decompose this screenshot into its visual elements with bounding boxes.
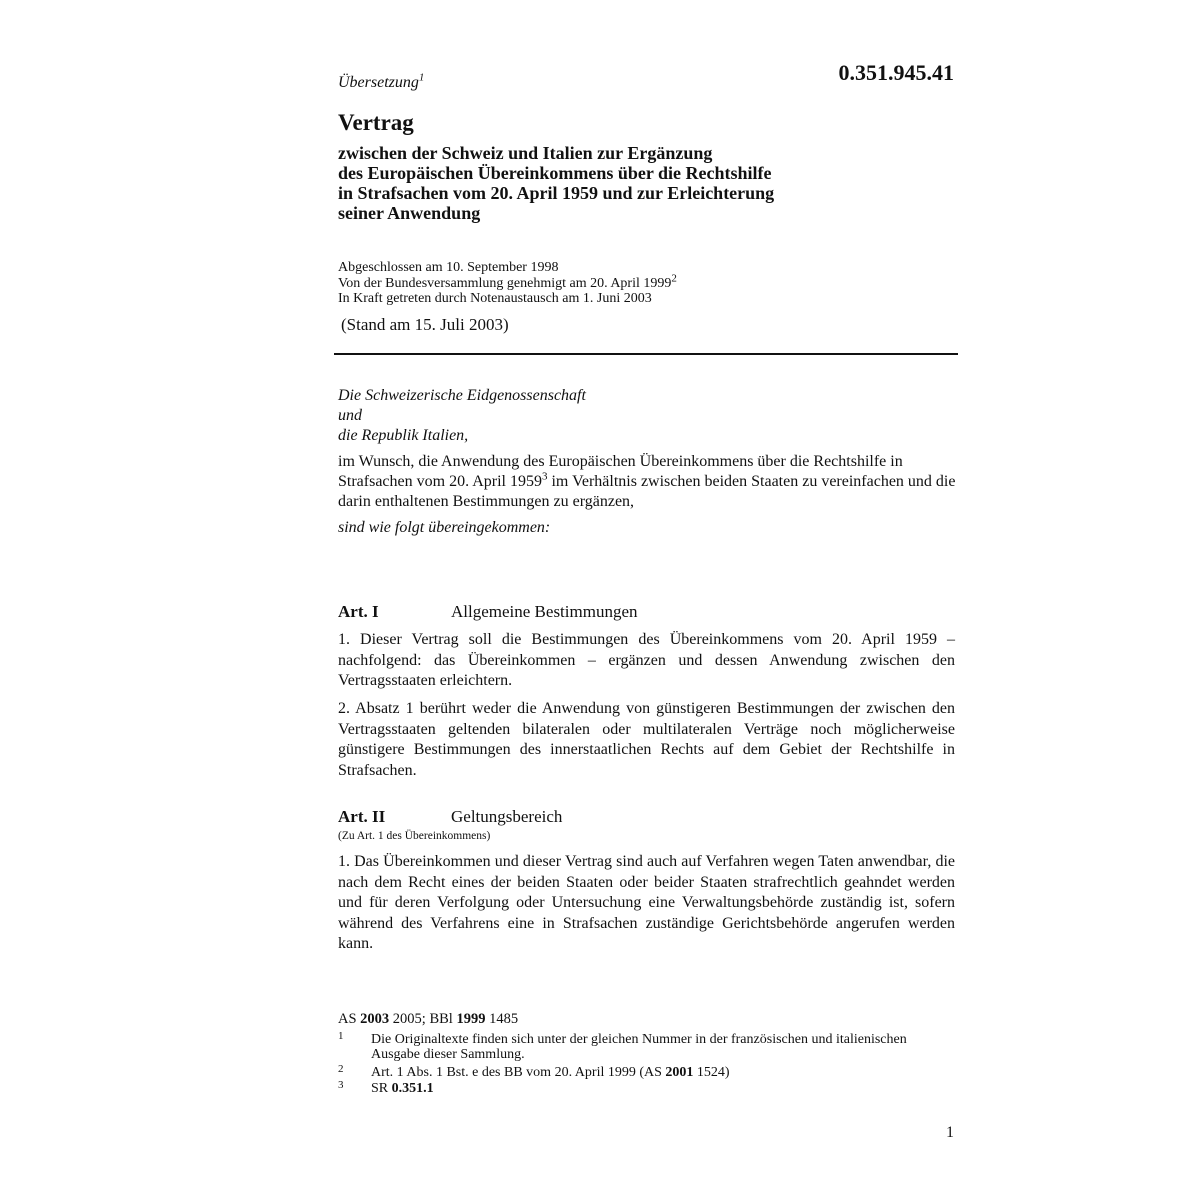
meta-block [338, 260, 677, 307]
agreement-clause: sind wie folgt übereingekommen: [338, 519, 551, 536]
party-switzerland: Die Schweizerische Eidgenossenschaft [338, 387, 586, 404]
subtitle-line: des Europäischen Übereinkommens über die Rechtshilfe [338, 163, 772, 183]
document-subtitle [338, 143, 858, 223]
concluded-date: Abgeschlossen am 10. September 1998 [338, 260, 559, 275]
article-1-paragraph-1: 1. Dieser Vertrag soll die Bestimmungen des Übereinkommens vom 20. April 1959 – nachfolgend: das Übereinkommen – ergänzen und dessen Anwendung zwischen den Vertragsstaaten erleichtern. [338, 631, 955, 689]
article-title: Geltungsbereich [451, 807, 563, 826]
article-1-heading [338, 602, 638, 622]
approval-date: Von der Bundesversammlung genehmigt am 20. April 1999$^2$ [338, 271, 677, 291]
page-number: 1 [946, 1124, 954, 1141]
footnote-number: 2 [338, 1063, 344, 1075]
article-2-reference: (Zu Art. 1 des Übereinkommens) [338, 830, 491, 842]
footnote-ref-2[interactable]: 2 [671, 271, 677, 284]
footnote-number: 3 [338, 1079, 344, 1091]
article-2-paragraph-1: 1. Das Übereinkommen und dieser Vertrag sind auch auf Verfahren wegen Taten anwendbar, die nach dem Recht eines der beiden Staaten oder beider Staaten strafrechtlich geahndet werden und für deren Verfolgung oder Untersuchung eine Verwaltungsbehörde zuständig ist, sofern während des Verfahrens eine in Strafsachen zuständige Gerichtsbehörde angerufen werden kann. [338, 853, 955, 952]
subtitle-line: seiner Anwendung [338, 203, 481, 223]
official-source-reference: AS 2003 2005; BBl 1999 1485 [338, 1011, 519, 1027]
sr-number: 0.351.945.41 [838, 60, 954, 85]
footnote-ref-1[interactable]: 1 [418, 71, 425, 84]
party-italy: die Republik Italien, [338, 427, 469, 444]
article-title: Allgemeine Bestimmungen [451, 602, 638, 621]
article-number: Art. II [338, 807, 386, 826]
article-1-paragraph-2: 2. Absatz 1 berührt weder die Anwendung von günstigeren Bestimmungen der zwischen den Vertragsstaaten geltenden bilateralen oder multilateralen Verträge noch möglicherweise günstigere Bestimmungen des innerstaatlichen Rechts auf dem Gebiet der Rechtshilfe in Strafsachen. [338, 700, 955, 779]
status-date: (Stand am 15. Juli 2003) [341, 315, 509, 334]
header-divider [334, 353, 958, 355]
subtitle-line: in Strafsachen vom 20. April 1959 und zur Erleichterung [338, 183, 775, 203]
preamble-text: im Wunsch, die Anwendung des Europäischen Übereinkommens über die Rechtshilfe in Strafsachen vom 20. April 1959$^3$ im Verhältnis zwischen beiden Staaten zu vereinfachen und die darin enthaltenen Bestimmungen zu ergänzen, [338, 453, 956, 510]
party-conjunction: und [338, 407, 362, 424]
translation-label: Übersetzung$^1$ [338, 71, 425, 91]
footnote-ref-3[interactable]: 3 [541, 470, 548, 483]
footnote-text: Art. 1 Abs. 1 Bst. e des BB vom 20. April 1999 (AS 2001 1524) [371, 1065, 730, 1080]
document-title: Vertrag [338, 110, 414, 135]
footnote-number: 1 [338, 1030, 344, 1042]
contracting-parties [338, 386, 586, 446]
article-2-heading [338, 807, 562, 827]
footnote-3 [338, 1081, 938, 1097]
subtitle-line: zwischen der Schweiz und Italien zur Ergänzung [338, 143, 713, 163]
footnote-1 [338, 1032, 938, 1064]
footnote-text: Die Originaltexte finden sich unter der gleichen Nummer in der französischen und italienischen Ausgabe dieser Sammlung. [371, 1032, 907, 1062]
article-number: Art. I [338, 602, 379, 621]
footnote-text: SR 0.351.1 [371, 1081, 434, 1096]
in-force-date: In Kraft getreten durch Notenaustausch am 1. Juni 2003 [338, 291, 652, 306]
footnote-2 [338, 1065, 938, 1081]
